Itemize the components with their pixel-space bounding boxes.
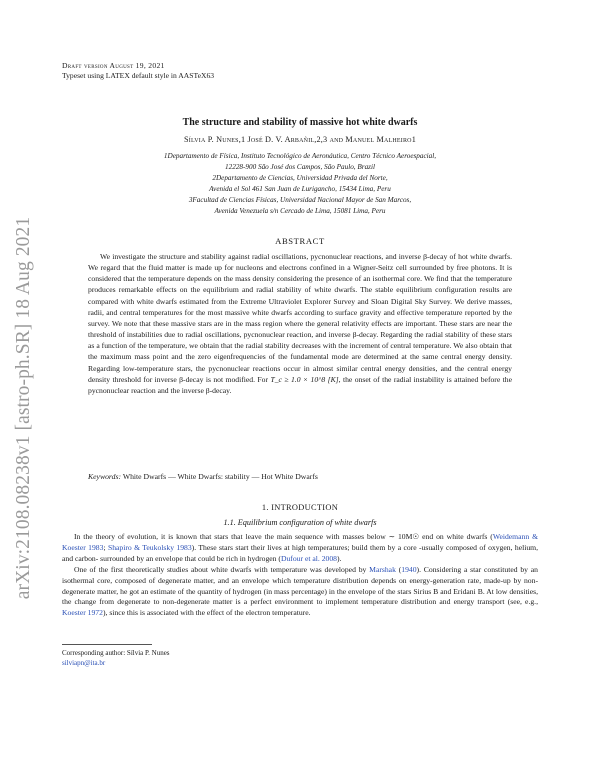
introduction-body <box>62 532 538 619</box>
footnote-divider <box>62 644 152 645</box>
abstract-paragraph <box>88 251 512 396</box>
author-list: Sílvia P. Nunes,1 José D. V. Arbañil,2,3 and Manuel Malheiro1 <box>184 135 416 144</box>
paper-title: The structure and stability of massive hot white dwarfs <box>182 117 418 128</box>
running-header <box>62 61 214 81</box>
abstract-heading: ABSTRACT <box>275 236 325 246</box>
citation-link[interactable]: Shapiro & Teukolsky 1983 <box>107 542 192 552</box>
affiliation-line: 12228-900 São José dos Campos, São Paulo, Brazil <box>225 163 375 171</box>
subsection-heading <box>62 518 538 527</box>
text: One of the first theoretically studies about white dwarfs with temperature was developed by <box>74 564 370 574</box>
arxiv-identifier: arXiv:2108.08238v1 [astro-ph.SR] 18 Aug 2021 <box>13 216 34 600</box>
affiliations <box>62 151 538 217</box>
affiliation-line: 1Departamento de Física, Instituto Tecnológico de Aeronáutica, Centro Técnico Aeroespacial, <box>163 152 437 160</box>
keywords-label: Keywords: <box>88 472 122 481</box>
footnote <box>62 648 170 668</box>
abstract-text-end: , the onset of the radial instability is attained before the pycnonuclear reaction and the inverse β-decay. <box>88 374 512 395</box>
text: ). <box>337 553 342 563</box>
text: ; <box>103 542 108 552</box>
citation-link[interactable]: Weidemann & Koester 1983 <box>62 532 539 552</box>
keywords-line <box>88 472 518 481</box>
typeset-line: Typeset using LATEX default style in AASTeX63 <box>62 71 215 80</box>
draft-version-line: Draft version August 19, 2021 <box>62 61 165 70</box>
intro-paragraph-1 <box>62 532 538 565</box>
keywords-list: White Dwarfs — White Dwarfs: stability — Hot White Dwarfs <box>121 472 318 481</box>
text: ). Considering a star constituted by an isothermal core, composed of degenerate matter, and an envelope which temperature distribution depends on energy-generation rate, made-up by non-degenerate matter, he got an estimate of the quantity of hydrogen (in mass percentage) in the envelope of the stars Sirius B and Eridani B. At low densities, the change from degenerate to non-degenerate matter is a perfect environment to implement temperature distribution and energy transport (see, e.g., <box>62 564 538 607</box>
abstract-text: We investigate the structure and stability against radial oscillations, pycnonuclear reactions, and inverse β-decay of hot white dwarfs. We regard that the fluid matter is made up for nucleons and electrons confined in a Wigner-Seitz cell surrounded by free photons. It is considered that the temperature depends on the mass density considering the presence of an isothermal core. We find that the temperature produces remarkable effects on the equilibrium and radial stability of white dwarfs. The stable equilibrium configuration results are compared with white dwarfs estimated from the Extreme Ultraviolet Explorer Survey and Sloan Digital Sky Survey. We derive masses, radii, and central temperatures for the most massive white dwarfs according to surface gravity and effective temperature reported by the survey. We note that these massive stars are in the mass region where the general relativity effects are important. These stars are near the threshold of instabilities due to radial oscillations, pycnonuclear reaction, and inverse β-decay. Regarding the radial stability of these stars as a function of the temperature, we obtain that the radial stability decreases with the increment of central temperature. We also obtain that the maximum mass point and the zero eigenfrequencies of the fundamental mode are determined at the same central energy density. Regarding low-temperature stars, the pycnonuclear reactions occur in almost similar central energy densities, and the central energy density threshold for inverse β-decay is not modified. For <box>88 252 512 384</box>
text: ( <box>395 564 402 574</box>
citation-link[interactable]: 1940 <box>401 564 417 574</box>
affiliation-line: 3Facultad de Ciencias Físicas, Universidad Nacional Mayor de San Marcos, <box>188 196 412 204</box>
citation-link[interactable]: Koester 1972 <box>62 608 103 618</box>
text: ). These stars start their lives at high temperatures; build them by a core -usually composed of oxygen, helium, and carbon- surrounded by an envelope that could be rich in hydrogen ( <box>62 542 539 563</box>
corresponding-author: Corresponding author: Sílvia P. Nunes <box>62 649 170 657</box>
citation-link[interactable]: Dufour et al. 2008 <box>280 553 337 563</box>
citation-link[interactable]: Marshak <box>369 564 396 574</box>
author-email-link[interactable]: silviapn@ita.br <box>62 659 106 667</box>
abstract-math: T_c ≥ 1.0 × 10^8 [K] <box>270 374 339 384</box>
subsection-title: 1.1. Equilibrium configuration of white dwarfs <box>223 518 377 527</box>
text: In the theory of evolution, it is known that stars that leave the main sequence with masses below ∼ 10M☉ end on white dwarfs ( <box>74 532 493 541</box>
affiliation-line: Avenida el Sol 461 San Juan de Lurigancho, 15434 Lima, Peru <box>209 185 391 193</box>
intro-paragraph-2 <box>62 565 538 620</box>
abstract-body <box>88 251 512 396</box>
section-heading: 1. INTRODUCTION <box>261 503 339 512</box>
arxiv-stamp <box>10 198 38 618</box>
affiliation-line: Avenida Venezuela s/n Cercado de Lima, 15081 Lima, Peru <box>214 207 386 215</box>
text: ), since this is associated with the effect of the electron temperature. <box>102 608 311 618</box>
affiliation-line: 2Departamento de Ciencias, Universidad Privada del Norte, <box>212 174 388 182</box>
